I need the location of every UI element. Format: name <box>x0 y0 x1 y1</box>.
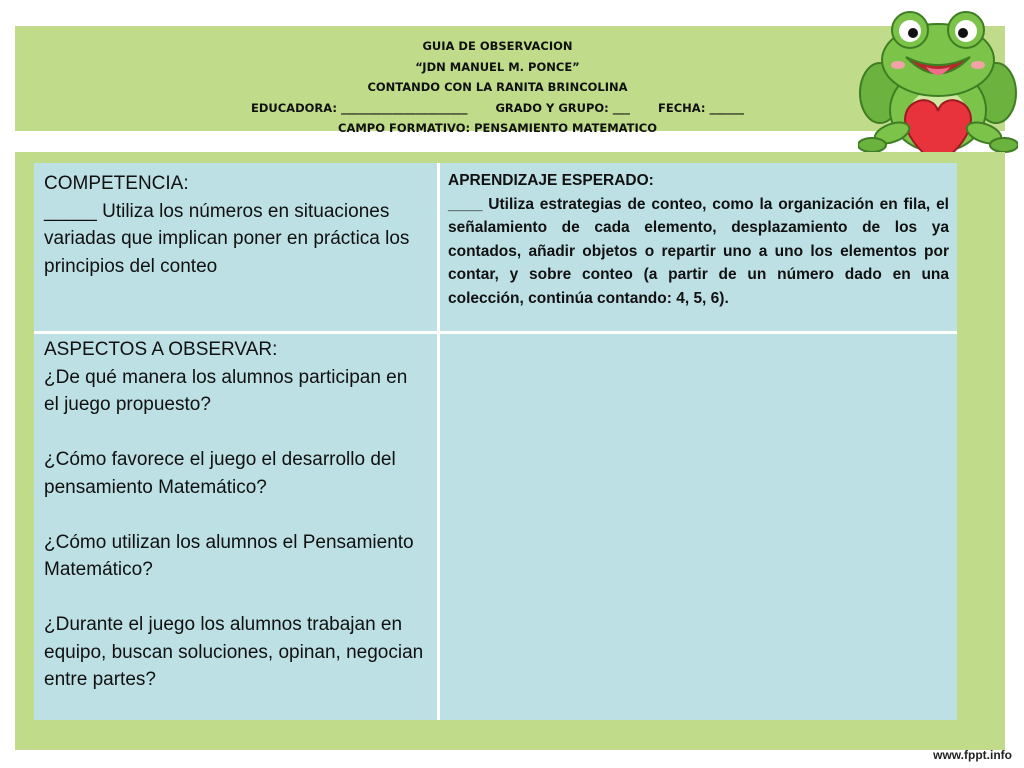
question-1: ¿De qué manera los alumnos participan en el juego propuesto? <box>44 366 408 415</box>
competencia-text: _____ Utiliza los números en situaciones variadas que implican poner en práctica los principios del conteo <box>44 200 410 277</box>
frog-holding-heart-icon <box>858 5 1018 170</box>
header-school: “JDN MANUEL M. PONCE” <box>415 59 580 74</box>
aspectos-title: ASPECTOS A OBSERVAR: <box>44 339 278 360</box>
document-header <box>15 36 980 139</box>
source-watermark: www.fppt.info <box>933 748 1012 762</box>
header-campo-formativo: CAMPO FORMATIVO: PENSAMIENTO MATEMATICO <box>338 121 657 135</box>
educadora-field: EDUCADORA: ______________________ <box>250 100 468 115</box>
competencia-title: COMPETENCIA: <box>44 173 189 194</box>
question-4: ¿Durante el juego los alumnos trabajan en equipo, buscan soluciones, opinan, negocian entre partes? <box>44 614 424 690</box>
question-2: ¿Cómo favorece el juego el desarrollo del pensamiento Matemático? <box>44 449 396 498</box>
aspectos-cell <box>34 334 437 720</box>
aprendizaje-text: ____ Utiliza estrategias de conteo, como la organización en fila, el señalamiento de cada elemento, desplazamiento de los ya contados, añadir objetos o repartir uno a uno los elementos por contar, y sobre conteo (a partir de un número dado en una colección, continúa contando: 4, 5, 6). <box>448 195 949 307</box>
grado-grupo-field: GRADO Y GRUPO: ___ <box>495 100 631 115</box>
question-3: ¿Cómo utilizan los alumnos el Pensamiento Matemático? <box>44 531 414 580</box>
aprendizaje-title: APRENDIZAJE ESPERADO: <box>448 172 654 189</box>
aprendizaje-cell <box>440 163 957 331</box>
header-activity: CONTANDO CON LA RANITA BRINCOLINA <box>367 80 628 94</box>
observations-empty-cell[interactable] <box>440 334 957 720</box>
fecha-field: FECHA: ______ <box>658 100 745 115</box>
competencia-cell <box>34 163 437 331</box>
header-fields-row <box>15 98 980 119</box>
observation-table <box>34 163 957 720</box>
header-title: GUIA DE OBSERVACION <box>422 39 573 53</box>
